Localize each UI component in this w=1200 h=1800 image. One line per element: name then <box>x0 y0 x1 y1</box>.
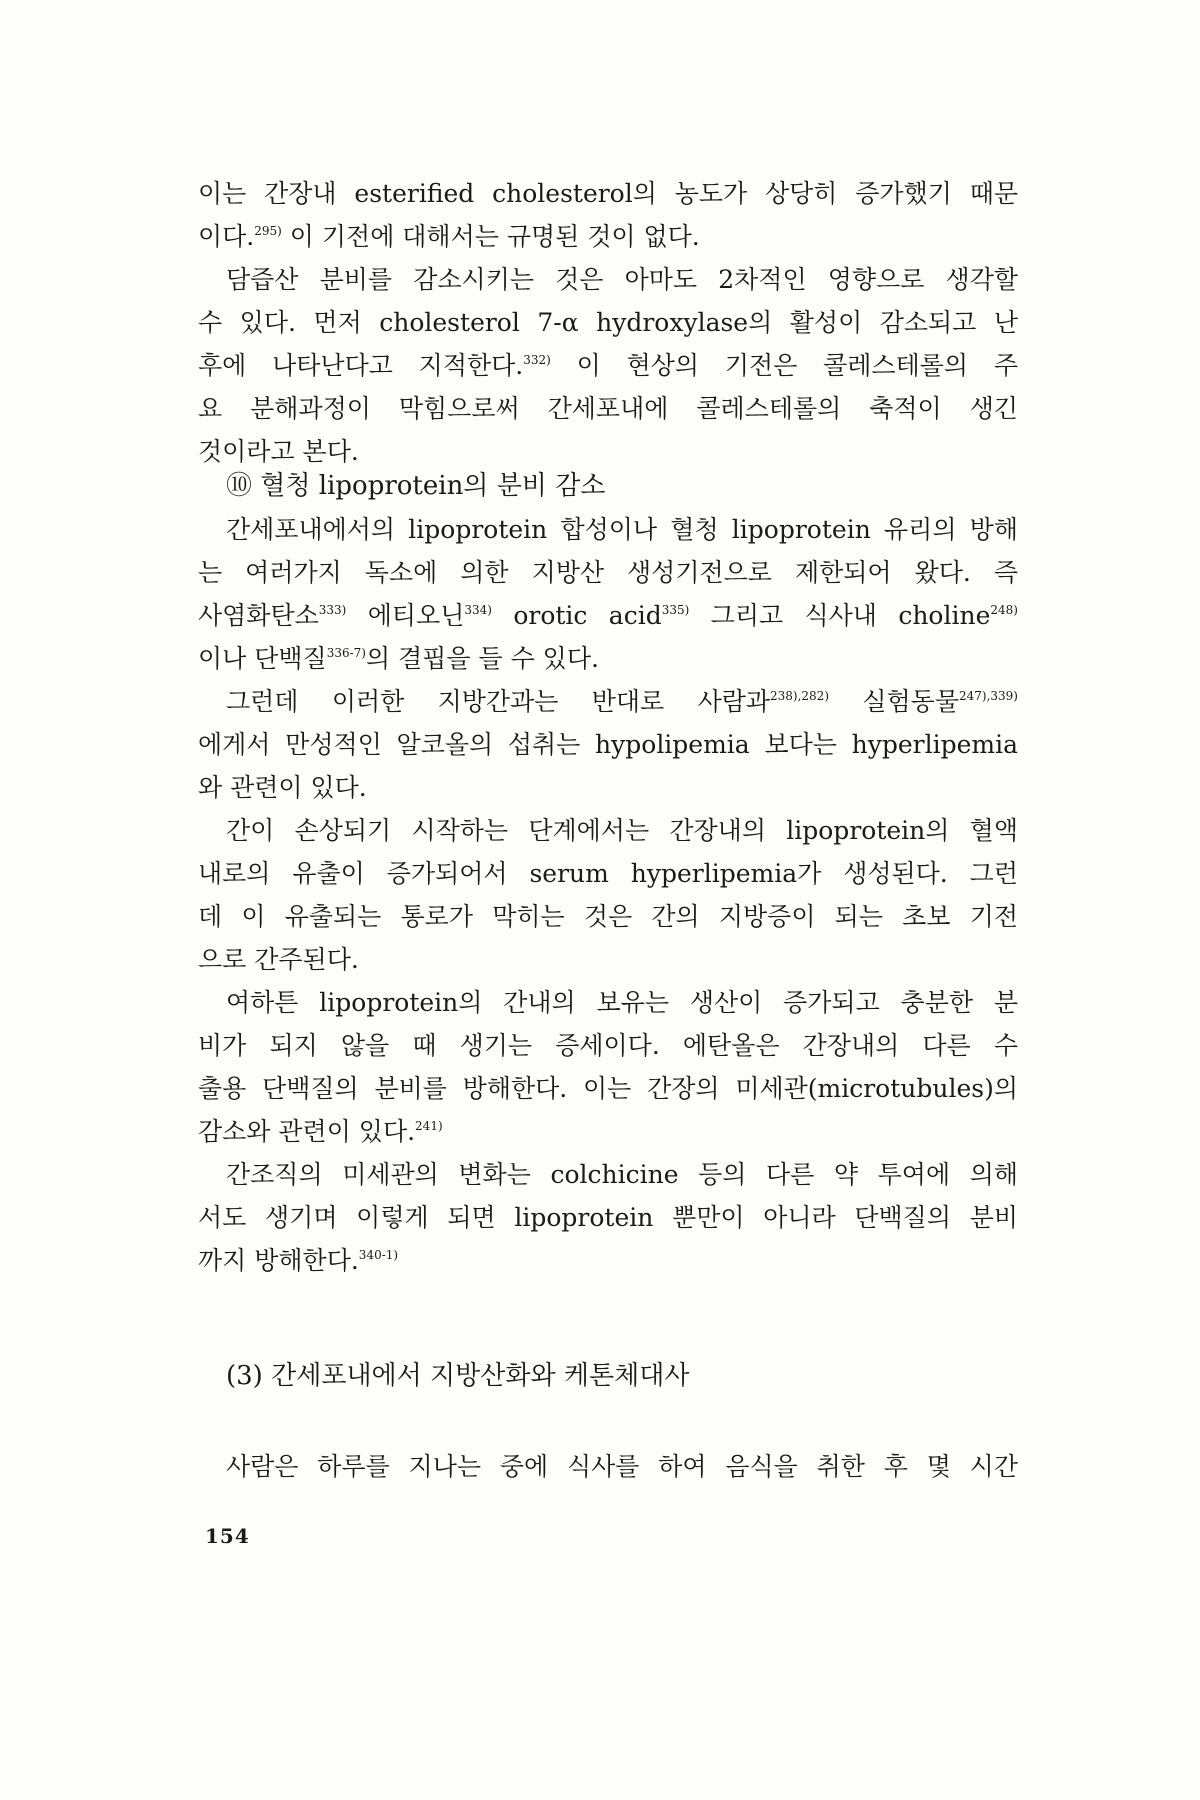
page-number: 154 <box>205 1524 250 1548</box>
paragraph-6-line-4: 감소와 관련이 있다.$^{241)}$ <box>198 1117 443 1146</box>
paragraph-3-line-3: 사염화탄소$^{333)}$ 에티오닌$^{334)}$ orotic acid$^{335)}$ 그리고 식사내 choline$^{248)}$ <box>198 601 1018 630</box>
paragraph-1-line-1: 이는 간장내 esterified cholesterol의 농도가 상당히 증가했기 때문 <box>198 179 1018 208</box>
opening-paragraphs <box>198 172 1018 473</box>
paragraph-5-line-2: 내로의 유출이 증가되어서 serum hyperlipemia가 생성된다. 그런 <box>198 859 1018 888</box>
paragraph-2-line-2: 수 있다. 먼저 cholesterol 7-α hydroxylase의 활성이 감소되고 난 <box>198 308 1018 337</box>
paragraph-6-line-3: 출용 단백질의 분비를 방해한다. 이는 간장의 미세관(microtubules)의 <box>198 1074 1018 1103</box>
paragraph-2-line-5: 것이라고 본다. <box>198 437 359 466</box>
section-3-heading: (3) 간세포내에서 지방산화와 케톤체대사 <box>226 1361 690 1391</box>
paragraph-4-line-2: 에게서 만성적인 알코올의 섭취는 hypolipemia 보다는 hyperlipemia <box>198 730 1018 759</box>
paragraph-6-line-2: 비가 되지 않을 때 생기는 증세이다. 에탄올은 간장내의 다른 수 <box>198 1031 1018 1060</box>
paragraph-7-line-2: 서도 생기며 이렇게 되면 lipoprotein 뿐만이 아니라 단백질의 분비 <box>198 1203 1018 1232</box>
section-10 <box>198 465 1018 1282</box>
paragraph-6-line-1: 여하튼 lipoprotein의 간내의 보유는 생산이 증가되고 충분한 분 <box>226 988 1018 1017</box>
paragraph-5-line-1: 간이 손상되기 시작하는 단계에서는 간장내의 lipoprotein의 혈액 <box>226 816 1018 845</box>
section-3 <box>198 1355 1018 1398</box>
paragraph-8-line-1: 사람은 하루를 지나는 중에 식사를 하여 음식을 취한 후 몇 시간 <box>226 1452 1018 1481</box>
paragraph-1-line-2: 이다.$^{295)}$ 이 기전에 대해서는 규명된 것이 없다. <box>198 222 700 251</box>
paragraph-7-line-1: 간조직의 미세관의 변화는 colchicine 등의 다른 약 투여에 의해 <box>226 1160 1018 1189</box>
paragraph-5-line-3: 데 이 유출되는 통로가 막히는 것은 간의 지방증이 되는 초보 기전 <box>198 902 1018 931</box>
paragraph-2-line-1: 담즙산 분비를 감소시키는 것은 아마도 2차적인 영향으로 생각할 <box>226 265 1018 294</box>
paragraph-4-line-3: 와 관련이 있다. <box>198 773 367 802</box>
paragraph-3-line-4: 이나 단백질$^{336-7)}$의 결핍을 들 수 있다. <box>198 644 599 673</box>
paragraph-7-line-3: 까지 방해한다.$^{340-1)}$ <box>198 1246 399 1275</box>
section-10-heading: ⑩ 혈청 lipoprotein의 분비 감소 <box>226 471 606 501</box>
section-3-body <box>198 1445 1018 1488</box>
paragraph-3-line-1: 간세포내에서의 lipoprotein 합성이나 혈청 lipoprotein 유리의 방해 <box>226 515 1018 544</box>
paragraph-2-line-3: 후에 나타난다고 지적한다.$^{332)}$ 이 현상의 기전은 콜레스테롤의 주 <box>198 351 1018 380</box>
paragraph-3-line-2: 는 여러가지 독소에 의한 지방산 생성기전으로 제한되어 왔다. 즉 <box>198 558 1018 587</box>
paragraph-4-line-1: 그런데 이러한 지방간과는 반대로 사람과$^{238),282)}$ 실험동물$^{247),339)}$ <box>226 687 1018 716</box>
paragraph-2-line-4: 요 분해과정이 막힘으로써 간세포내에 콜레스테롤의 축적이 생긴 <box>198 394 1018 423</box>
paragraph-5-line-4: 으로 간주된다. <box>198 945 359 974</box>
